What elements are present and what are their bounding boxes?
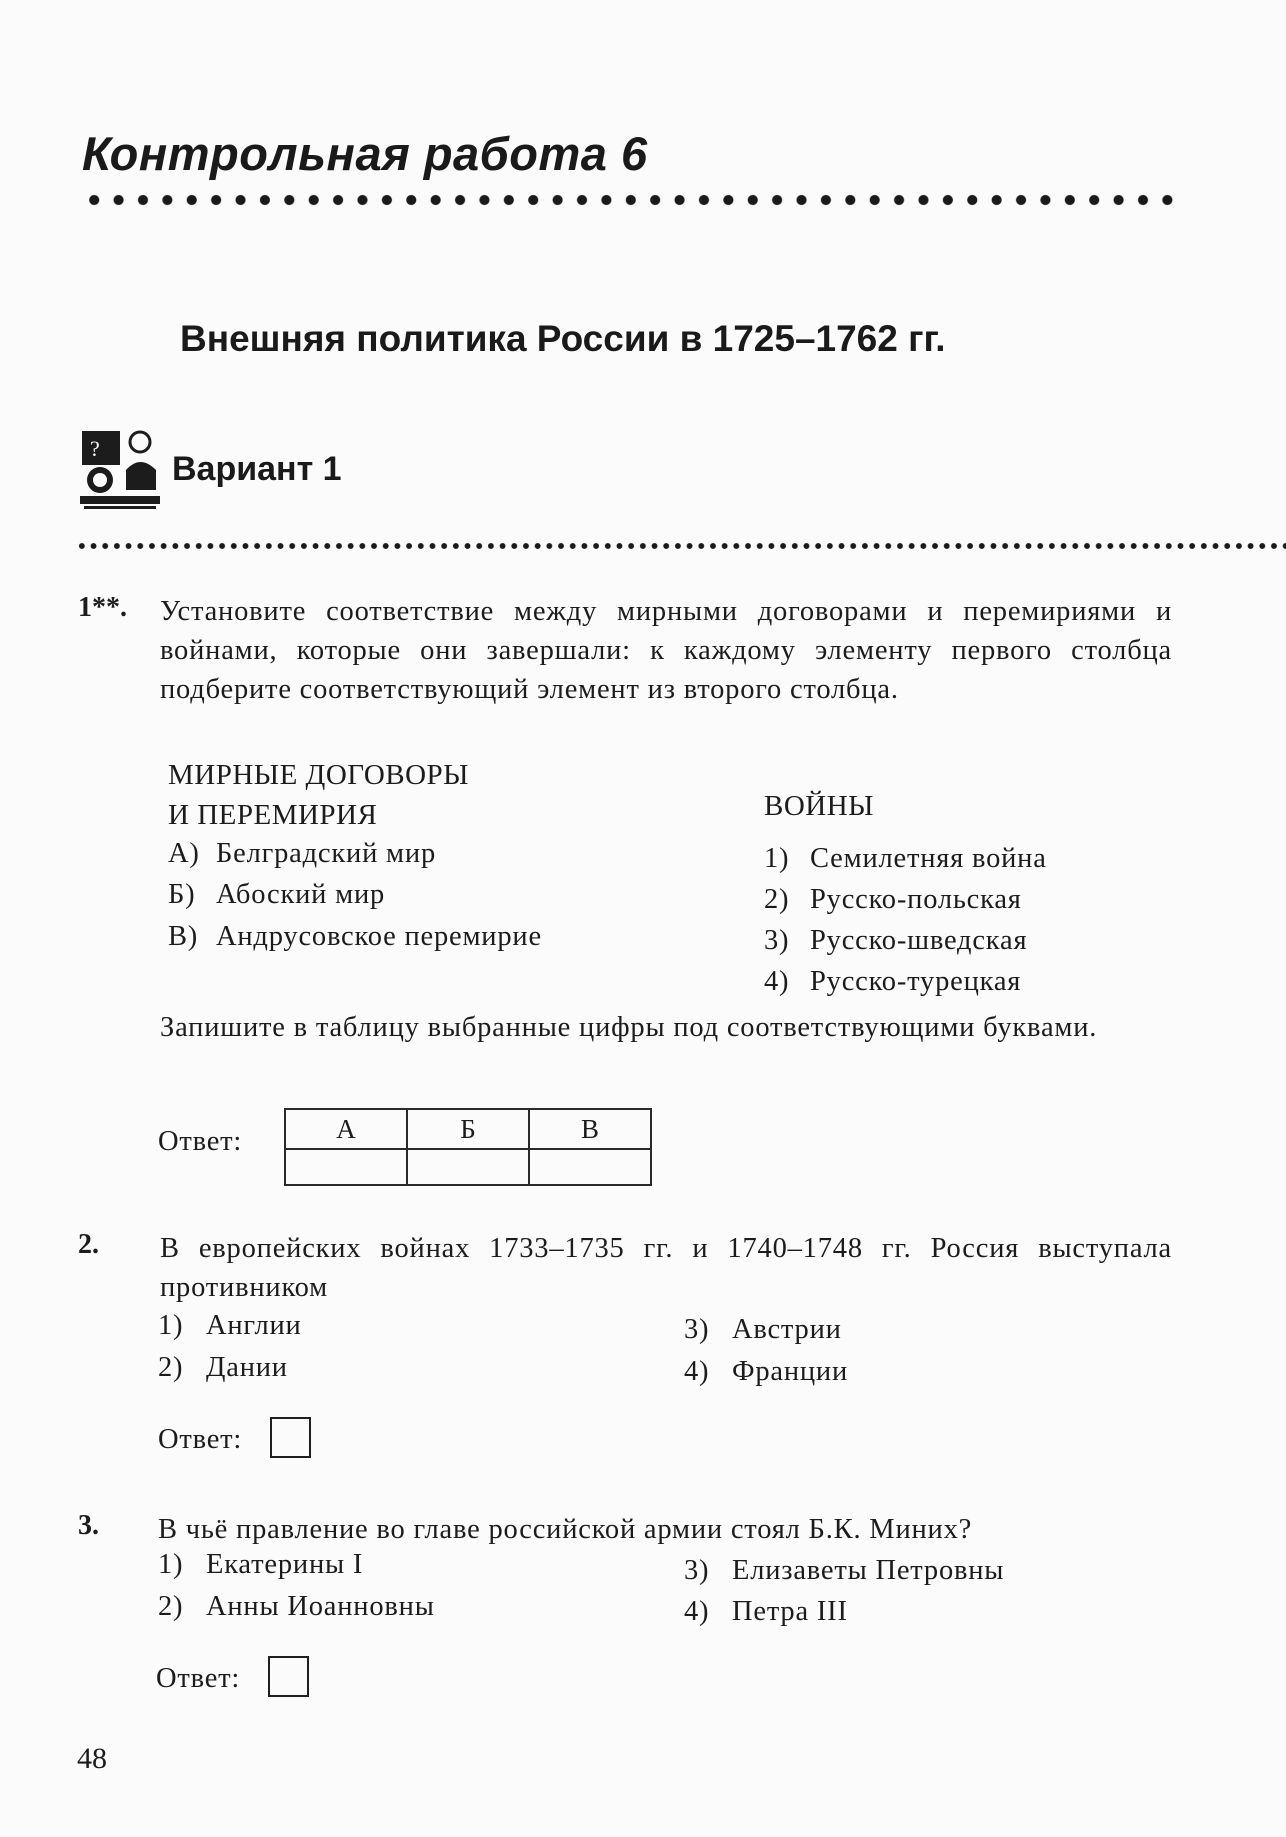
option-label: 3)	[684, 1314, 710, 1345]
instruction-text: Запишите в таблицу выбранные цифры под соответствующими буквами.	[160, 1012, 1098, 1043]
answer-cell[interactable]	[529, 1149, 651, 1185]
option-text: Елизаветы Петровны	[732, 1555, 1005, 1586]
right-item-label: 1)	[764, 843, 790, 874]
table-header-cell: А	[285, 1109, 407, 1149]
right-item-text: Русско-польская	[810, 884, 1022, 915]
right-item-label: 4)	[764, 966, 790, 997]
dotted-divider-small	[76, 542, 1286, 550]
option-text: Дании	[206, 1352, 288, 1383]
work-title: Контрольная работа 6	[82, 127, 648, 180]
question-text: Установите соответствие между мирными договорами и перемириями и войнами, которые они завершали: к каждому элементу первого столбца подберите соответствующий элемент из второго столбца.	[160, 596, 1172, 705]
question-number: 3.	[78, 1510, 99, 1541]
option-text: Петра III	[732, 1596, 848, 1627]
option-label: 2)	[158, 1352, 184, 1383]
option-label: 4)	[684, 1596, 710, 1627]
option-text: Австрии	[732, 1314, 842, 1345]
answer-label: Ответ:	[156, 1663, 241, 1694]
answer-box[interactable]	[268, 1656, 309, 1697]
students-icon	[80, 428, 160, 510]
left-column-header: И ПЕРЕМИРИЯ	[168, 799, 378, 831]
answer-table	[284, 1108, 652, 1186]
option-label: 4)	[684, 1356, 710, 1387]
option-label: 3)	[684, 1555, 710, 1586]
left-item-label: Б)	[168, 879, 196, 910]
left-item-text: Белградский мир	[216, 838, 436, 869]
right-item-label: 2)	[764, 884, 790, 915]
option-text: Англии	[206, 1310, 302, 1341]
table-header-cell: В	[529, 1109, 651, 1149]
answer-box[interactable]	[270, 1417, 311, 1458]
right-item-label: 3)	[764, 925, 790, 956]
left-item-text: Андрусовское перемирие	[216, 921, 542, 952]
answer-label: Ответ:	[158, 1424, 243, 1455]
svg-text:?: ?	[90, 436, 100, 461]
option-label: 1)	[158, 1549, 184, 1580]
answer-cell[interactable]	[285, 1149, 407, 1185]
topic-title: Внешняя политика России в 1725–1762 гг.	[180, 318, 946, 359]
question-number: 1**.	[78, 592, 127, 623]
option-label: 1)	[158, 1310, 184, 1341]
answer-label: Ответ:	[158, 1126, 243, 1157]
left-item-label: А)	[168, 838, 200, 869]
dotted-divider-large	[82, 193, 1177, 207]
variant-title: Вариант 1	[172, 450, 342, 488]
page-number: 48	[77, 1742, 107, 1775]
left-item-text: Абоский мир	[216, 879, 386, 910]
option-text: Екатерины I	[206, 1549, 364, 1580]
right-item-text: Семилетняя война	[810, 843, 1047, 874]
question-text: В европейских войнах 1733–1735 гг. и 1740–1748 гг. Россия выступала противником	[160, 1233, 1172, 1303]
answer-cell[interactable]	[407, 1149, 529, 1185]
table-header-cell: Б	[407, 1109, 529, 1149]
option-text: Франции	[732, 1356, 849, 1387]
question-number: 2.	[78, 1229, 99, 1260]
left-item-label: В)	[168, 921, 199, 952]
right-item-text: Русско-шведская	[810, 925, 1028, 956]
question-text: В чьё правление во главе российской армии стоял Б.К. Миних?	[158, 1514, 973, 1545]
option-label: 2)	[158, 1591, 184, 1622]
option-text: Анны Иоанновны	[206, 1591, 435, 1622]
right-item-text: Русско-турецкая	[810, 966, 1022, 997]
left-column-header: МИРНЫЕ ДОГОВОРЫ	[168, 759, 469, 791]
right-column-header: ВОЙНЫ	[764, 790, 874, 822]
